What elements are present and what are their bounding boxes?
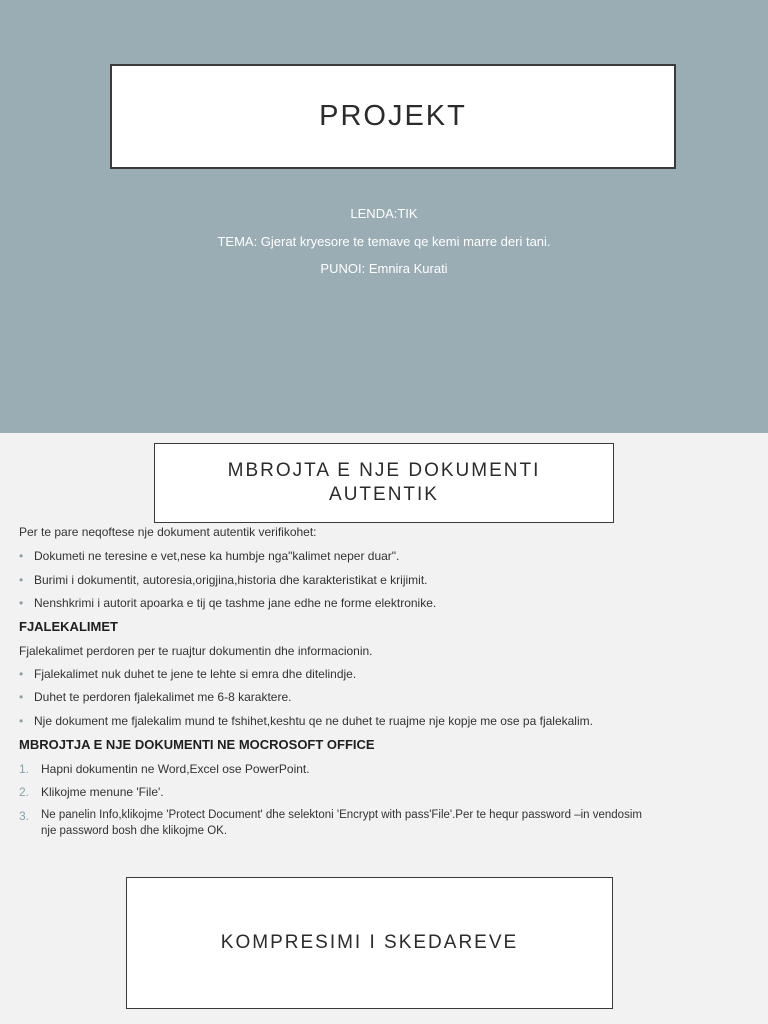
bullet-icon: • <box>19 667 24 681</box>
slide-title: PROJEKT <box>319 100 467 132</box>
content-slide <box>0 433 768 867</box>
heading-box <box>154 443 614 523</box>
bullet-icon: • <box>19 714 24 728</box>
section-title-microsoft-office: MBROJTJA E NJE DOKUMENTI NE MOCROSOFT OFFICE <box>19 737 375 752</box>
section-slide <box>0 867 768 1024</box>
heading-box <box>126 877 613 1009</box>
step-number: 3. <box>19 809 30 823</box>
section-intro: Fjalekalimet perdoren per te ruajtur dokumentin dhe informacionin. <box>19 644 373 658</box>
bullet-icon: • <box>19 596 24 610</box>
title-box <box>110 64 676 169</box>
title-slide <box>0 0 768 433</box>
list-item: Dokumeti ne teresine e vet,nese ka humbje nga"kalimet neper duar". <box>34 549 400 563</box>
step-text: Hapni dokumentin ne Word,Excel ose PowerPoint. <box>41 762 310 776</box>
section-title-fjalekalimet: FJALEKALIMET <box>19 619 118 634</box>
slide-heading: MBROJTA E NJE DOKUMENTI AUTENTIK <box>227 460 541 505</box>
list-item: Burimi i dokumentit, autoresia,origjina,historia dhe karakteristikat e krijimit. <box>34 573 428 587</box>
list-item: Duhet te perdoren fjalekalimet me 6-8 karaktere. <box>34 690 292 704</box>
bullet-icon: • <box>19 573 24 587</box>
list-item: Nenshkrimi i autorit apoarka e tij qe tashme jane edhe ne forme elektronike. <box>34 596 437 610</box>
intro-text: Per te pare neqoftese nje dokument autentik verifikohet: <box>19 525 317 539</box>
bullet-icon: • <box>19 549 24 563</box>
subtitle-lenda: LENDA:TIK <box>350 206 418 221</box>
subtitle-tema: TEMA: Gjerat kryesore te temave qe kemi marre deri tani. <box>217 234 551 249</box>
step-number: 1. <box>19 762 30 776</box>
step-number: 2. <box>19 785 30 799</box>
list-item: Nje dokument me fjalekalim mund te fshihet,keshtu qe ne duhet te ruajme nje kopje me ose pa fjalekalim. <box>34 714 593 728</box>
list-item: Fjalekalimet nuk duhet te jene te lehte si emra dhe ditelindje. <box>34 667 357 681</box>
step-text: Klikojme menune 'File'. <box>41 785 164 799</box>
bullet-icon: • <box>19 690 24 704</box>
subtitle-punoi: PUNOI: Emnira Kurati <box>320 261 448 276</box>
slide-heading: KOMPRESIMI I SKEDAREVE <box>220 932 519 953</box>
step-text-continued: nje password bosh dhe klikojme OK. <box>41 825 228 837</box>
step-text: Ne panelin Info,klikojme 'Protect Document' dhe selektoni 'Encrypt with pass'File'.Per te hequr password –in vendosim <box>41 809 642 821</box>
